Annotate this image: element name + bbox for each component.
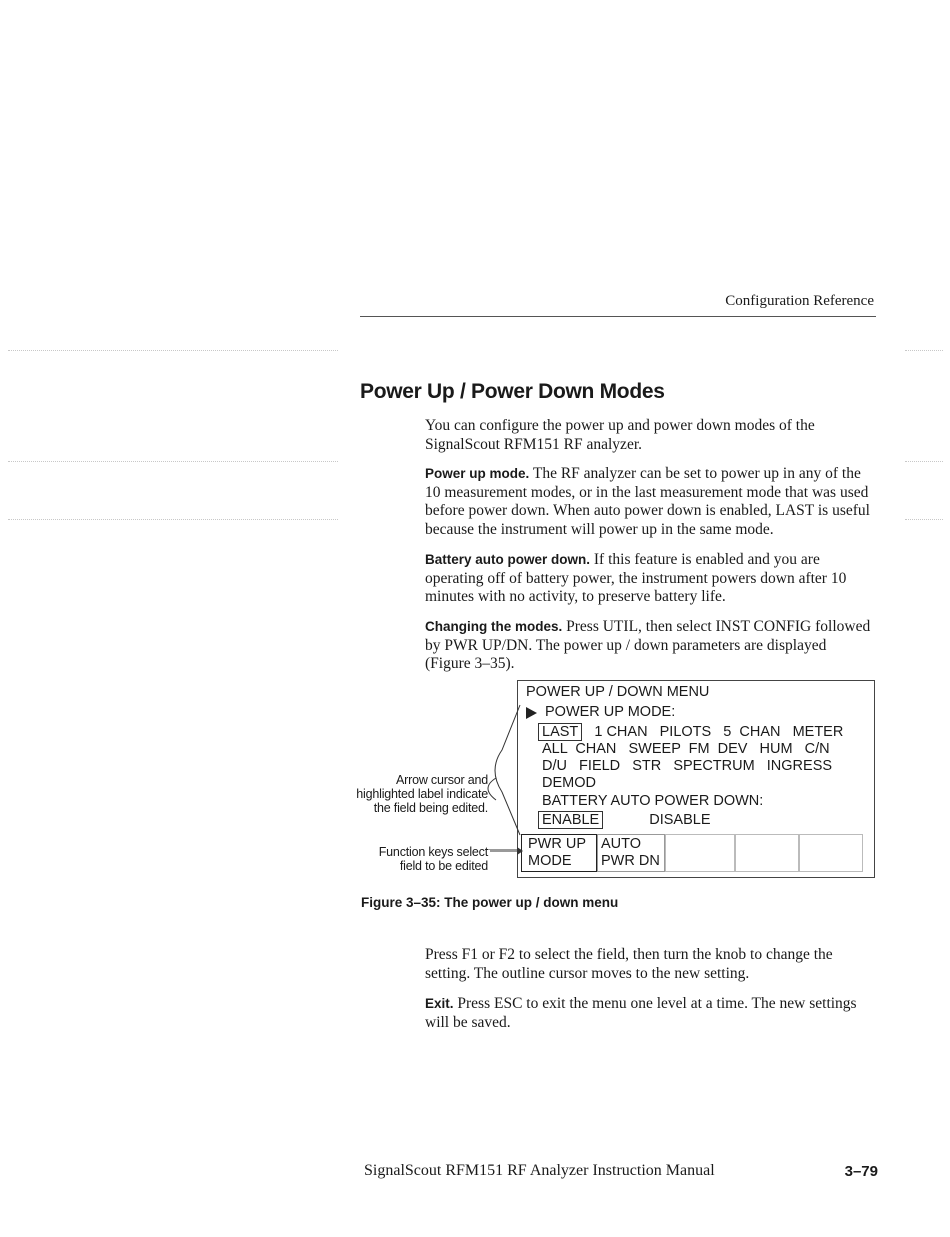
after-figure-paragraph: Press F1 or F2 to select the field, then turn the knob to change the setting. The outline cursor moves to the new setting. <box>425 946 833 982</box>
mode-row-1-rest: 1 CHAN PILOTS 5 CHAN METER <box>594 724 844 740</box>
mode-selected-last[interactable]: LAST <box>538 723 582 741</box>
fkey-3-blank[interactable] <box>665 834 735 872</box>
exit-lead: Exit. <box>425 996 454 1011</box>
mode-row-1 <box>538 724 843 740</box>
battery-paragraph <box>425 551 875 607</box>
screen-title: POWER UP / DOWN MENU <box>526 684 710 700</box>
battery-label: BATTERY AUTO POWER DOWN: <box>542 793 764 809</box>
scan-guide-line <box>8 461 338 462</box>
section-title: Power Up / Power Down Modes <box>360 380 665 403</box>
fkey-pwr-up-mode[interactable]: PWR UP MODE <box>521 834 597 872</box>
power-up-paragraph <box>425 465 875 539</box>
figure-caption: Figure 3–35: The power up / down menu <box>361 895 619 910</box>
scan-guide-line <box>8 519 338 520</box>
power-up-lead: Power up mode. <box>425 466 530 481</box>
mode-row-4: DEMOD <box>542 775 596 791</box>
changing-paragraph <box>425 618 875 674</box>
footer-manual-title: SignalScout RFM151 RF Analyzer Instruction Manual <box>364 1162 715 1179</box>
running-header: Configuration Reference <box>725 293 874 309</box>
footer-page-number: 3–79 <box>844 1163 878 1180</box>
scan-guide-line <box>905 350 943 351</box>
scan-guide-line <box>905 519 943 520</box>
scan-guide-line <box>905 461 943 462</box>
mode-row-3: D/U FIELD STR SPECTRUM INGRESS <box>542 758 833 774</box>
callout-arrow <box>490 845 524 857</box>
battery-selected-enable[interactable]: ENABLE <box>538 811 603 829</box>
annotation-function-keys: Function keys select field to be edited <box>378 845 488 873</box>
power-up-mode-label: POWER UP MODE: <box>545 704 676 720</box>
battery-row <box>538 812 710 828</box>
battery-lead: Battery auto power down. <box>425 552 591 567</box>
changing-lead: Changing the modes. <box>425 619 563 634</box>
intro-paragraph: You can configure the power up and power down modes of the SignalScout RFM151 RF analyzer. <box>425 417 815 453</box>
fkey-4-blank[interactable] <box>735 834 799 872</box>
scan-guide-line <box>8 350 338 351</box>
header-rule <box>360 316 876 317</box>
fkey-5-blank[interactable] <box>799 834 863 872</box>
exit-body: Press ESC to exit the menu one level at a time. The new settings will be saved. <box>425 995 857 1031</box>
exit-paragraph <box>425 995 875 1032</box>
annotation-arrow-cursor: Arrow cursor and highlighted label indicate the field being edited. <box>356 773 488 815</box>
mode-row-2: ALL CHAN SWEEP FM DEV HUM C/N <box>542 741 830 757</box>
changing-body: Press UTIL, then select INST CONFIG followed by PWR UP/DN. The power up / down parameters are displayed (Figure 3–35). <box>425 618 871 672</box>
fkey-auto-pwr-dn[interactable]: AUTO PWR DN <box>597 834 665 872</box>
battery-disable-option[interactable]: DISABLE <box>649 812 711 828</box>
battery-body: If this feature is enabled and you are operating off of battery power, the instrument powers down after 10 minutes with no activity, to preserve battery life. <box>425 551 847 605</box>
function-key-row <box>521 834 871 870</box>
power-up-body: The RF analyzer can be set to power up in any of the 10 measurement modes, or in the last measurement mode that was used before power down. When auto power down is enabled, LAST is useful because the instrument will power up in the same mode. <box>425 465 870 538</box>
